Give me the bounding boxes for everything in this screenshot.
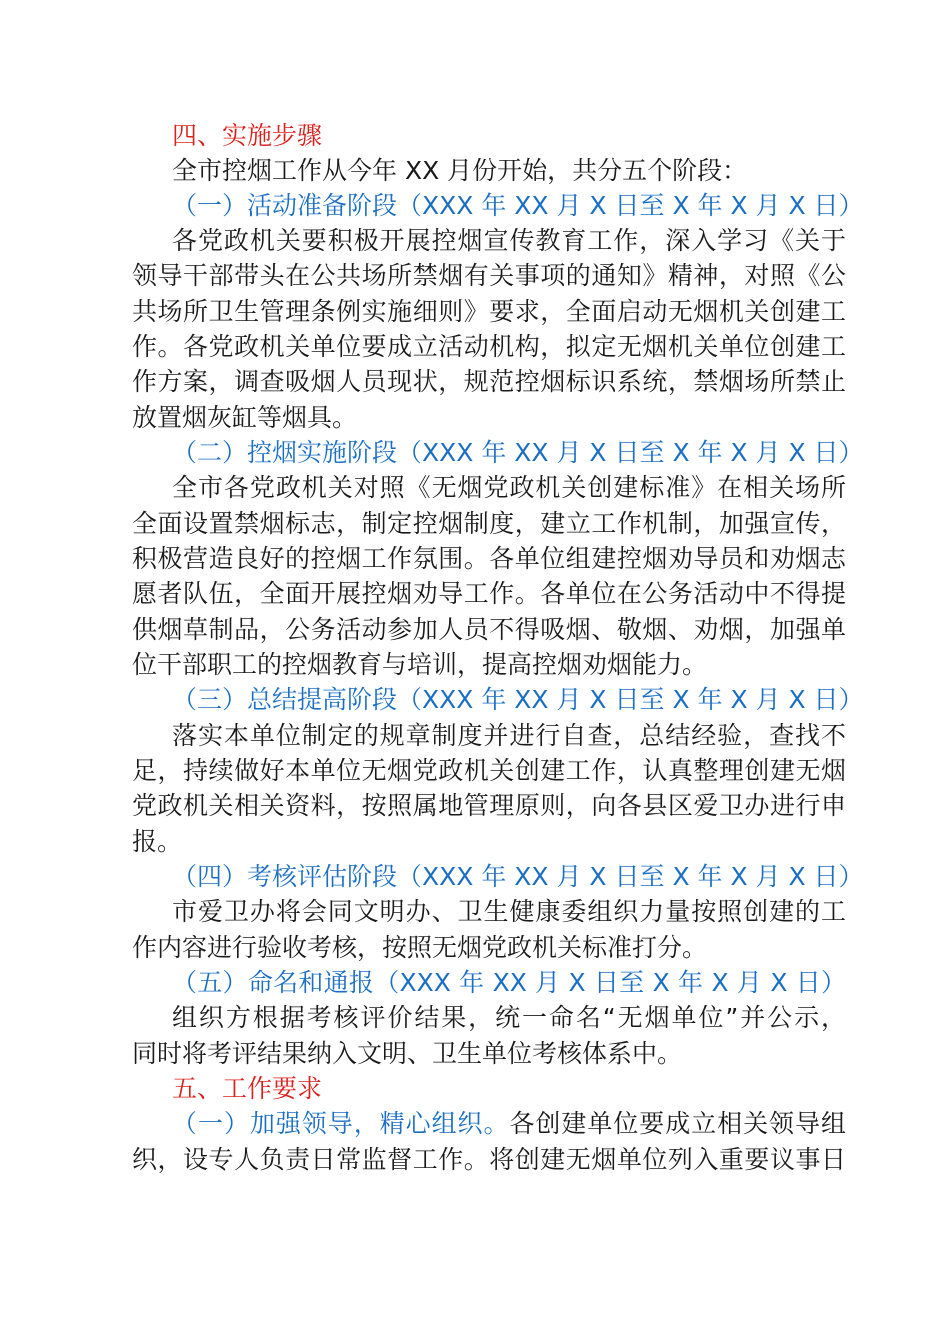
paragraph-line: 市爱卫办将会同文明办、卫生健康委组织力量按照创建的工: [172, 897, 846, 926]
paragraph-line: 各党政机关要积极开展控烟宣传教育工作，深入学习《关于: [172, 226, 846, 255]
paragraph-line: 放置烟灰缸等烟具。: [132, 403, 358, 432]
paragraph-line: 积极营造良好的控烟工作氛围。各单位组建控烟劝导员和劝烟志: [132, 544, 846, 573]
paragraph-line: 位干部职工的控烟教育与培训，提高控烟劝烟能力。: [132, 650, 708, 679]
stage-heading: （四）考核评估阶段（XXX 年 XX 月 X 日至 X 年 X 月 X 日）: [172, 862, 864, 891]
item-text: 各创建单位要成立相关领导组: [509, 1109, 846, 1138]
paragraph-line: 供烟草制品，公务活动参加人员不得吸烟、敬烟、劝烟，加强单: [132, 615, 846, 644]
paragraph-line: 作内容进行验收考核，按照无烟党政机关标准打分。: [132, 933, 708, 962]
paragraph-line: 落实本单位制定的规章制度并进行自查，总结经验，查找不: [172, 721, 846, 750]
paragraph-line: 作方案，调查吸烟人员现状，规范控烟标识系统，禁烟场所禁止: [132, 367, 846, 396]
paragraph-line: 同时将考评结果纳入文明、卫生单位考核体系中。: [132, 1039, 683, 1068]
paragraph-line: 织，设专人负责日常监督工作。将创建无烟单位列入重要议事日: [132, 1145, 846, 1174]
stage-heading: （二）控烟实施阶段（XXX 年 XX 月 X 日至 X 年 X 月 X 日）: [172, 438, 864, 467]
stage-heading: （一）活动准备阶段（XXX 年 XX 月 X 日至 X 年 X 月 X 日）: [172, 191, 864, 220]
paragraph-line: 足，持续做好本单位无烟党政机关创建工作，认真整理创建无烟: [132, 756, 846, 785]
paragraph-line: 愿者队伍，全面开展控烟劝导工作。各单位在公务活动中不得提: [132, 579, 846, 608]
item-heading: （一）加强领导，精心组织。: [172, 1109, 510, 1138]
paragraph-line: 全市各党政机关对照《无烟党政机关创建标准》在相关场所: [172, 473, 846, 502]
section-heading: 五、工作要求: [172, 1074, 323, 1103]
paragraph-line: 作。各党政机关单位要成立活动机构，拟定无烟机关单位创建工: [132, 332, 846, 361]
paragraph-line: 全市控烟工作从今年 XX 月份开始，共分五个阶段：: [172, 156, 748, 185]
paragraph-line: 领导干部带头在公共场所禁烟有关事项的通知》精神，对照《公: [132, 261, 846, 290]
paragraph-line: 报。: [132, 827, 183, 856]
stage-heading: （五）命名和通报（XXX 年 XX 月 X 日至 X 年 X 月 X 日）: [172, 968, 846, 997]
stage-heading: （三）总结提高阶段（XXX 年 XX 月 X 日至 X 年 X 月 X 日）: [172, 685, 864, 714]
paragraph-line: 全面设置禁烟标志，制定控烟制度，建立工作机制，加强宣传，: [132, 509, 846, 538]
paragraph-line: 共场所卫生管理条例实施细则》要求，全面启动无烟机关创建工: [132, 297, 846, 326]
paragraph-line: 组织方根据考核评价结果，统一命名“无烟单位”并公示，: [172, 1003, 846, 1032]
section-heading: 四、实施步骤: [172, 121, 323, 150]
paragraph-line: 党政机关相关资料，按照属地管理原则，向各县区爱卫办进行申: [132, 791, 846, 820]
paragraph-line: [172, 1106, 846, 1142]
